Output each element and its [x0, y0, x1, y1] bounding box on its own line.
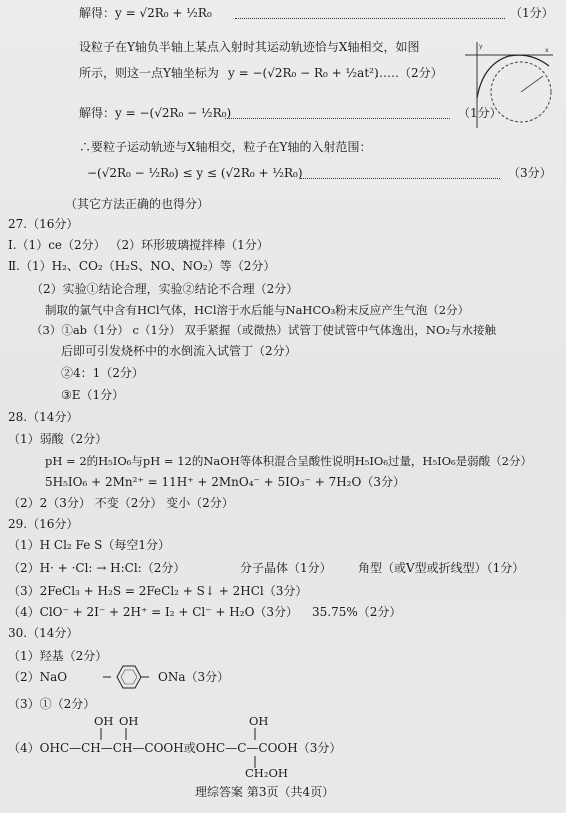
answer-line: （2）NaO: [8, 670, 68, 684]
answer-line: （3）①ab（1分） c（1分） 双手紧握（或微热）试管丁使试管中气体逸出，NO₂与水接触: [31, 323, 497, 337]
score-label: （3分）: [508, 166, 552, 180]
hydroxyl-label: OH: [119, 714, 139, 728]
answer-line: （2）H· + ·Cl: → H:Cl:（2分）: [8, 561, 186, 575]
score-label: ……（2分）: [375, 66, 443, 80]
page-footer: 理综答案 第3页（共4页）: [195, 785, 335, 799]
answer-line: （1）弱酸（2分）: [8, 432, 108, 446]
svg-text:x: x: [545, 47, 549, 54]
answer-line: 35.75%（2分）: [312, 605, 402, 619]
answer-line: 5H₅IO₆ + 2Mn²⁺ = 11H⁺ + 2MnO₄⁻ + 5IO₃⁻ + 7H₂O（3分）: [45, 475, 405, 489]
solution-line-2: 设粒子在Y轴负半轴上某点入射时其运动轨迹恰与X轴相交，如图: [79, 40, 420, 54]
leader-dots: [235, 18, 505, 19]
answer-line: ②4：1（2分）: [61, 366, 144, 380]
hydroxymethyl-label: CH₂OH: [245, 766, 288, 780]
answer-line: （1）H Cl₂ Fe S（每空1分）: [8, 538, 171, 552]
answer-line: Ⅰ.（1）ce（2分） （2）环形玻璃搅拌棒（1分）: [8, 238, 269, 252]
leader-dots: [300, 178, 500, 179]
answer-line: （4）ClO⁻ + 2I⁻ + 2H⁺ = I₂ + Cl⁻ + H₂O（3分）: [8, 605, 299, 619]
answer-line: pH = 2的H₅IO₆与pH = 12的NaOH等体积混合呈酸性说明H₅IO₆过量，H₅IO₆是弱酸（2分）: [45, 454, 532, 468]
hydroxyl-label: OH: [94, 714, 114, 728]
solution-line-1: 解得：y = √2R₀ + ½R₀: [79, 6, 212, 20]
hydroxyl-label: OH: [249, 714, 269, 728]
answer-line: 制取的氯气中含有HCl气体，HCl溶于水后能与NaHCO₃粉末反应产生气泡（2分）: [45, 303, 470, 317]
note-line: （其它方法正确的也得分）: [65, 197, 210, 211]
question-30-header: 30.（14分）: [8, 626, 79, 640]
score-label: （1分）: [510, 6, 554, 20]
answer-line: Ⅱ.（1）H₂、CO₂（H₂S、NO、NO₂）等（2分）: [8, 259, 276, 273]
answer-line: 角型（或V型或折线型）（1分）: [358, 561, 525, 575]
question-28-header: 28.（14分）: [8, 410, 79, 424]
answer-line: （3）①（2分）: [8, 697, 96, 711]
solution-line-3a: 所示，则这一点Y轴坐标为: [79, 66, 219, 80]
answer-line: （2）实验①结论合理，实验②结论不合理（2分）: [31, 282, 299, 296]
answer-line: ③E（1分）: [61, 388, 125, 402]
answer-line: （4）OHC—CH—CH—COOH或OHC—C—COOH（3分）: [8, 741, 342, 755]
answer-line: （3）2FeCl₃ + H₂S = 2FeCl₂ + S↓ + 2HCl（3分）: [8, 584, 308, 598]
solution-line-5: ∴要粒子运动轨迹与X轴相交，粒子在Y轴的入射范围：: [79, 140, 372, 154]
answer-line: （1）羟基（2分）: [8, 649, 108, 663]
score-label: （1分）: [458, 106, 502, 120]
solution-line-6: −(√2R₀ − ½R₀) ≤ y ≤ (√2R₀ + ½R₀): [87, 166, 303, 180]
solution-line-4: 解得：y = −(√2R₀ − ½R₀): [79, 106, 232, 120]
answer-line: ONa（3分）: [158, 670, 230, 684]
answer-line: 后即可引发烧杯中的水倒流入试管丁（2分）: [61, 344, 297, 358]
benzene-ring-structure: [103, 660, 155, 694]
question-27-header: 27.（16分）: [8, 217, 79, 231]
answer-line: 分子晶体（1分）: [240, 561, 332, 575]
solution-line-3b: y = −(√2R₀ − R₀ + ½at²): [228, 66, 379, 80]
answer-line: （2）2（3分） 不变（2分） 变小（2分）: [8, 496, 234, 510]
question-29-header: 29.（16分）: [8, 517, 79, 531]
leader-dots: [225, 118, 450, 119]
svg-text:y: y: [479, 43, 483, 50]
